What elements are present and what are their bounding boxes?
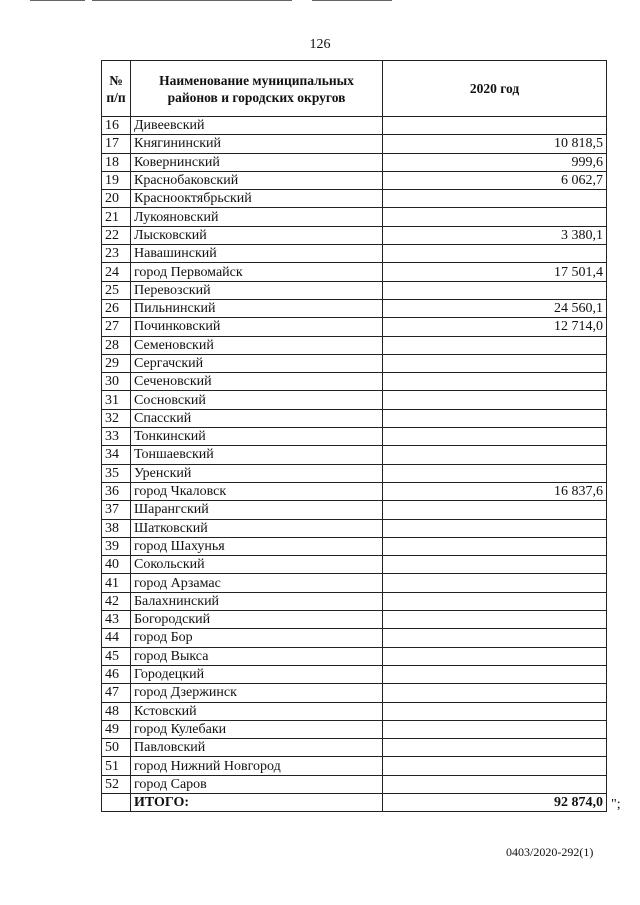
table-row bbox=[102, 482, 607, 500]
row-number: 30 bbox=[102, 373, 131, 391]
row-name: Дивеевский bbox=[131, 117, 383, 135]
row-name: Семеновский bbox=[131, 336, 383, 354]
row-name: Павловский bbox=[131, 739, 383, 757]
row-number: 44 bbox=[102, 629, 131, 647]
scan-edge-mark bbox=[30, 0, 85, 1]
row-value bbox=[383, 592, 607, 610]
row-number: 51 bbox=[102, 757, 131, 775]
row-name: город Арзамас bbox=[131, 574, 383, 592]
table-row bbox=[102, 537, 607, 555]
row-value bbox=[383, 574, 607, 592]
table-row bbox=[102, 556, 607, 574]
row-value: 16 837,6 bbox=[383, 482, 607, 500]
row-number: 36 bbox=[102, 482, 131, 500]
row-number: 38 bbox=[102, 519, 131, 537]
row-value bbox=[383, 409, 607, 427]
table-row bbox=[102, 263, 607, 281]
table-row bbox=[102, 775, 607, 793]
table-row bbox=[102, 501, 607, 519]
table-row bbox=[102, 226, 607, 244]
table-row bbox=[102, 611, 607, 629]
row-number: 27 bbox=[102, 318, 131, 336]
table-row bbox=[102, 684, 607, 702]
table-row bbox=[102, 135, 607, 153]
row-name: Княгининский bbox=[131, 135, 383, 153]
row-number: 49 bbox=[102, 720, 131, 738]
row-name: Краснооктябрьский bbox=[131, 190, 383, 208]
row-number: 16 bbox=[102, 117, 131, 135]
row-name: город Нижний Новгород bbox=[131, 757, 383, 775]
row-value bbox=[383, 665, 607, 683]
header-name: Наименование муниципальных районов и городских округов bbox=[131, 61, 383, 117]
scan-edge-mark bbox=[92, 0, 292, 1]
row-name: Спасский bbox=[131, 409, 383, 427]
total-label: ИТОГО: bbox=[131, 793, 383, 811]
row-value bbox=[383, 336, 607, 354]
row-number: 26 bbox=[102, 299, 131, 317]
row-name: Шатковский bbox=[131, 519, 383, 537]
row-name: Уренский bbox=[131, 464, 383, 482]
row-number: 31 bbox=[102, 391, 131, 409]
table-row bbox=[102, 299, 607, 317]
table-row bbox=[102, 208, 607, 226]
row-number: 32 bbox=[102, 409, 131, 427]
table-row bbox=[102, 318, 607, 336]
row-name: Сокольский bbox=[131, 556, 383, 574]
row-value: 12 714,0 bbox=[383, 318, 607, 336]
row-value bbox=[383, 354, 607, 372]
row-name: Краснобаковский bbox=[131, 171, 383, 189]
row-value bbox=[383, 775, 607, 793]
row-number: 17 bbox=[102, 135, 131, 153]
row-name: Тоншаевский bbox=[131, 446, 383, 464]
row-number: 29 bbox=[102, 354, 131, 372]
row-value: 17 501,4 bbox=[383, 263, 607, 281]
row-name: Сергачский bbox=[131, 354, 383, 372]
row-number: 41 bbox=[102, 574, 131, 592]
row-number: 40 bbox=[102, 556, 131, 574]
row-value bbox=[383, 757, 607, 775]
row-value: 3 380,1 bbox=[383, 226, 607, 244]
row-number: 23 bbox=[102, 245, 131, 263]
row-number: 45 bbox=[102, 647, 131, 665]
row-value bbox=[383, 611, 607, 629]
table-row bbox=[102, 428, 607, 446]
row-name: Кстовский bbox=[131, 702, 383, 720]
row-name: Сеченовский bbox=[131, 373, 383, 391]
row-name: Балахнинский bbox=[131, 592, 383, 610]
row-name: город Дзержинск bbox=[131, 684, 383, 702]
row-name: город Выкса bbox=[131, 647, 383, 665]
row-number: 35 bbox=[102, 464, 131, 482]
row-name: город Бор bbox=[131, 629, 383, 647]
row-number: 39 bbox=[102, 537, 131, 555]
table-body bbox=[102, 117, 607, 812]
row-value: 6 062,7 bbox=[383, 171, 607, 189]
row-name: Богородский bbox=[131, 611, 383, 629]
row-name: Городецкий bbox=[131, 665, 383, 683]
row-value bbox=[383, 556, 607, 574]
row-name: Лукояновский bbox=[131, 208, 383, 226]
header-year: 2020 год bbox=[383, 61, 607, 117]
row-value bbox=[383, 684, 607, 702]
table-row bbox=[102, 574, 607, 592]
row-number: 25 bbox=[102, 281, 131, 299]
page-number: 126 bbox=[309, 37, 331, 52]
table-row bbox=[102, 592, 607, 610]
row-value bbox=[383, 117, 607, 135]
row-value bbox=[383, 464, 607, 482]
table-header-row bbox=[102, 61, 607, 117]
row-name: Починковский bbox=[131, 318, 383, 336]
row-value bbox=[383, 537, 607, 555]
table-row bbox=[102, 336, 607, 354]
row-value bbox=[383, 391, 607, 409]
table-row bbox=[102, 409, 607, 427]
total-suffix: "; bbox=[611, 797, 621, 812]
row-number: 34 bbox=[102, 446, 131, 464]
table-row bbox=[102, 702, 607, 720]
row-number: 50 bbox=[102, 739, 131, 757]
row-value bbox=[383, 281, 607, 299]
row-value: 999,6 bbox=[383, 153, 607, 171]
row-value bbox=[383, 208, 607, 226]
row-number: 42 bbox=[102, 592, 131, 610]
row-number: 43 bbox=[102, 611, 131, 629]
row-value bbox=[383, 190, 607, 208]
table-row bbox=[102, 464, 607, 482]
table-row bbox=[102, 391, 607, 409]
row-name: город Саров bbox=[131, 775, 383, 793]
row-number: 22 bbox=[102, 226, 131, 244]
table-row bbox=[102, 245, 607, 263]
row-value bbox=[383, 428, 607, 446]
document-code: 0403/2020-292(1) bbox=[506, 845, 594, 859]
row-value bbox=[383, 629, 607, 647]
row-value bbox=[383, 245, 607, 263]
row-name: Навашинский bbox=[131, 245, 383, 263]
row-value bbox=[383, 739, 607, 757]
table-row bbox=[102, 720, 607, 738]
table-row bbox=[102, 757, 607, 775]
row-value bbox=[383, 501, 607, 519]
row-number: 47 bbox=[102, 684, 131, 702]
row-name: Перевозский bbox=[131, 281, 383, 299]
header-num: № п/п bbox=[102, 61, 131, 117]
row-number: 33 bbox=[102, 428, 131, 446]
total-empty-cell bbox=[102, 793, 131, 811]
row-value bbox=[383, 702, 607, 720]
row-number: 52 bbox=[102, 775, 131, 793]
row-number: 37 bbox=[102, 501, 131, 519]
row-value bbox=[383, 519, 607, 537]
row-name: Сосновский bbox=[131, 391, 383, 409]
table-row bbox=[102, 665, 607, 683]
table-row bbox=[102, 629, 607, 647]
row-name: Шарангский bbox=[131, 501, 383, 519]
row-value: 10 818,5 bbox=[383, 135, 607, 153]
row-number: 18 bbox=[102, 153, 131, 171]
row-number: 48 bbox=[102, 702, 131, 720]
scan-edge-mark bbox=[312, 0, 392, 1]
table-row bbox=[102, 281, 607, 299]
total-row bbox=[102, 793, 607, 811]
row-name: Ковернинский bbox=[131, 153, 383, 171]
table-row bbox=[102, 739, 607, 757]
row-number: 46 bbox=[102, 665, 131, 683]
row-value bbox=[383, 720, 607, 738]
table-row bbox=[102, 153, 607, 171]
table-row bbox=[102, 519, 607, 537]
row-name: Пильнинский bbox=[131, 299, 383, 317]
row-name: город Чкаловск bbox=[131, 482, 383, 500]
row-name: город Шахунья bbox=[131, 537, 383, 555]
row-number: 19 bbox=[102, 171, 131, 189]
row-number: 20 bbox=[102, 190, 131, 208]
row-value bbox=[383, 446, 607, 464]
data-table bbox=[101, 60, 607, 812]
row-number: 21 bbox=[102, 208, 131, 226]
table-row bbox=[102, 373, 607, 391]
table-row bbox=[102, 354, 607, 372]
row-name: город Первомайск bbox=[131, 263, 383, 281]
table-row bbox=[102, 190, 607, 208]
row-value bbox=[383, 373, 607, 391]
total-value: 92 874,0 bbox=[383, 793, 607, 811]
row-name: Лысковский bbox=[131, 226, 383, 244]
table-row bbox=[102, 446, 607, 464]
table-row bbox=[102, 647, 607, 665]
row-name: город Кулебаки bbox=[131, 720, 383, 738]
table-row bbox=[102, 117, 607, 135]
row-number: 28 bbox=[102, 336, 131, 354]
row-value bbox=[383, 647, 607, 665]
row-value: 24 560,1 bbox=[383, 299, 607, 317]
row-number: 24 bbox=[102, 263, 131, 281]
table-row bbox=[102, 171, 607, 189]
row-name: Тонкинский bbox=[131, 428, 383, 446]
